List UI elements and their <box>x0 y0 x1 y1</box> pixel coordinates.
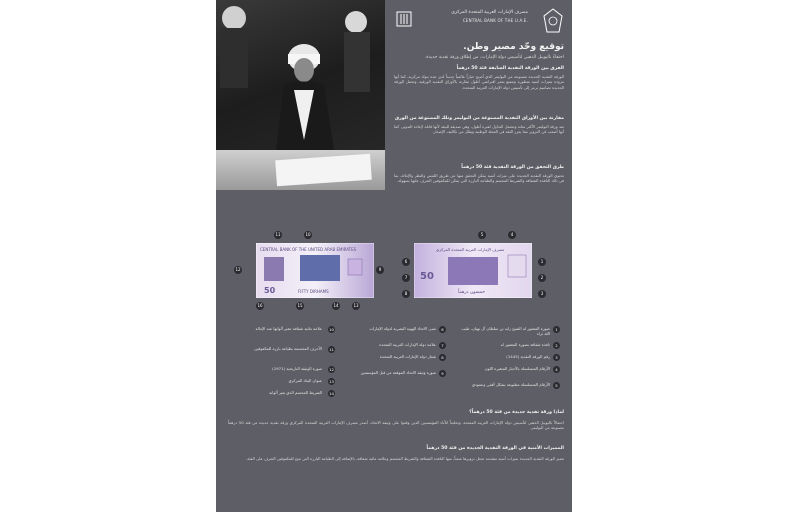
section-heading: طرق التحقق من الورقة النقدية فئة 50 درهماً <box>461 165 564 170</box>
banknote-back-image <box>256 243 374 298</box>
legend-number: 6 <box>439 326 446 333</box>
legend-text: عنوان البنك المركزي <box>288 378 322 383</box>
callout-marker: 7 <box>402 274 410 282</box>
callout-marker: 13 <box>353 303 359 308</box>
section-body: تحتوي الورقة النقدية الجديدة على ميزات أمنية يمكن التحقق منها عن طريق اللمس والنظر والإمالة، بما في ذلك النافذة الشفافة والشريط المجسم والطباعة البارزة التي يمكن للمكفوفين التعرف عليها بسهولة. <box>394 173 564 184</box>
section-body: تعد ورقة البوليمر الأكثر متانة وتتحمل التداول لفترة أطول، وهي صديقة للبيئة لأنها قابلة لإعادة التدوير، كما أنها أصعب في التزوير مما يعزز الثقة في العملة الوطنية ويقلل من تكاليف الإصدار. <box>394 124 564 135</box>
legend-number: 12 <box>329 367 334 372</box>
poster-sheet <box>216 0 572 512</box>
legend-text: شعار دولة الإمارات العربية المتحدة <box>379 354 436 359</box>
legend-number: 14 <box>329 391 334 396</box>
note-front-bank: مصرف الإمارات العربية المتحدة المركزي <box>436 247 505 252</box>
legend-number: 7 <box>439 342 446 349</box>
legend-text: الأحرف المجسمة بطباعة بارزة للمكفوفين <box>254 346 322 351</box>
faq-heading: المميزات الأمنية في الورقة النقدية الجديدة من فئة 50 درهماً <box>426 446 564 451</box>
callout-marker: 6 <box>402 258 410 266</box>
page-subtitle: احتفاءً باليوبيل الذهبي لتأسيس دولة الإمارات، من إطلاق ورقة نقدية جديدة. <box>424 55 564 60</box>
legend-text: علامة دولة الإمارات العربية المتحدة <box>379 342 436 347</box>
legend-text: صورة وثيقة الاتحاد الموقعة من قبل المؤسسين <box>360 370 436 375</box>
legend-text: الشريط المجسم الذي يغير ألوانه <box>269 390 322 395</box>
note-front-value: 50 <box>420 271 434 282</box>
legend-number: 4 <box>553 366 560 373</box>
callout-marker: 2 <box>538 274 546 282</box>
callout-marker: 11 <box>275 232 281 237</box>
legend-number: 2 <box>553 342 560 349</box>
uae-logo-icon <box>395 10 413 28</box>
callout-marker: 1 <box>538 258 546 266</box>
callout-marker: 14 <box>333 303 339 308</box>
faq-body: تتميز الورقة النقدية الجديدة بميزات أمنية متقدمة تجعل تزويرها صعباً، منها النافذة الشفافة والشريط المجسم وعلامة مائية شفافة، بالإضافة إلى الطباعة البارزة التي تتيح للمكفوفين التعرف على الفئة. <box>246 456 564 461</box>
callout-marker: 12 <box>235 267 241 272</box>
legend-number: 10 <box>329 327 334 332</box>
faq-heading: لماذا ورقة نقدية جديدة من فئة 50 درهماً؟ <box>469 410 564 415</box>
legend-number: 13 <box>329 379 334 384</box>
legend-text: نافذة شفافة بصورة المغفور له <box>500 342 550 347</box>
callout-marker: 15 <box>297 303 303 308</box>
legend-number: 3 <box>553 354 560 361</box>
bank-name-en: CENTRAL BANK OF THE U.A.E. <box>462 18 528 23</box>
legend-text: علامة مائية شفافة تتغير ألوانها عند الإمالة <box>255 326 322 331</box>
faq-body: احتفالاً باليوبيل الذهبي لتأسيس دولة الإمارات العربية المتحدة، وتخليداً للآباء المؤسسين الذين وقعوا على وثيقة الاتحاد، أصدر مصرف الإمارات العربية المتحدة المركزي ورقة نقدية جديدة من فئة 50 درهماً مصنوعة من البوليمر. <box>228 420 564 431</box>
note-front-value-words: خمسون درهماً <box>458 290 485 295</box>
legend-text: الأرقام المتسلسلة مطبوعة بشكل أفقي وعمودي <box>471 382 550 387</box>
header <box>388 8 568 38</box>
note-back-value: 50 <box>264 286 276 295</box>
section-heading: مقارنة بين الأوراق النقدية المصنوعة من البوليمر وتلك المصنوعة من الورق <box>395 116 564 121</box>
note-back-bank: CENTRAL BANK OF THE UNITED ARAB EMIRATES <box>260 247 357 252</box>
callout-marker: 3 <box>538 290 546 298</box>
legend-text: مبنى الاتحاد الهوية البصرية لدولة الإمارات <box>369 326 436 331</box>
legend-number: 1 <box>553 326 560 333</box>
legend-number: 11 <box>329 347 334 352</box>
legend-text: الأرقام المتسلسلة بالأحبار المتغيرة اللون <box>484 366 550 371</box>
callout-marker: 5 <box>478 231 486 239</box>
background-figures-image <box>216 0 385 150</box>
bank-name-ar: مصرف الإمارات العربية المتحدة المركزي <box>451 10 528 15</box>
banknote-front-image <box>414 243 532 298</box>
callout-marker: 9 <box>376 266 384 274</box>
legend-text: صورة الوثيقة التاريخية (1971) <box>272 366 322 371</box>
legend-number: 5 <box>553 382 560 389</box>
callout-marker: 4 <box>508 231 516 239</box>
callout-marker: 10 <box>305 232 311 237</box>
callout-marker: 8 <box>402 290 410 298</box>
callout-marker: 16 <box>257 303 263 308</box>
section-heading: الفرق بين الورقة النقدية السابقة فئة 50 درهماً <box>456 66 564 71</box>
section-body: الورقة النقدية الجديدة مصنوعة من البوليمر الذي أصبح خياراً عالمياً جديداً لدى عدة بنوك مركزية، كما أنها مزودة بميزات أمنية متطورة وتتمتع بعمر افتراضي أطول مقارنة بالأوراق النقدية الورقية، وتحمل الورقة الجديدة تصاميم ترمز إلى تأسيس دولة الإمارات العربية المتحدة. <box>394 74 564 90</box>
uae-emblem-icon <box>542 8 564 34</box>
legend-text: صورة المغفور له الشيخ زايد بن سلطان آل نهيان، طيب الله ثراه <box>461 326 550 336</box>
legend-number: 9 <box>439 370 446 377</box>
historic-photo <box>216 0 385 190</box>
page-title: توقيع وحّد مصير وطن. <box>463 42 564 52</box>
legend-number: 8 <box>439 354 446 361</box>
legend-text: رقم الورقة النقدية (1445) <box>506 354 550 359</box>
note-back-value-words: FIFTY DIRHAMS <box>298 289 329 294</box>
